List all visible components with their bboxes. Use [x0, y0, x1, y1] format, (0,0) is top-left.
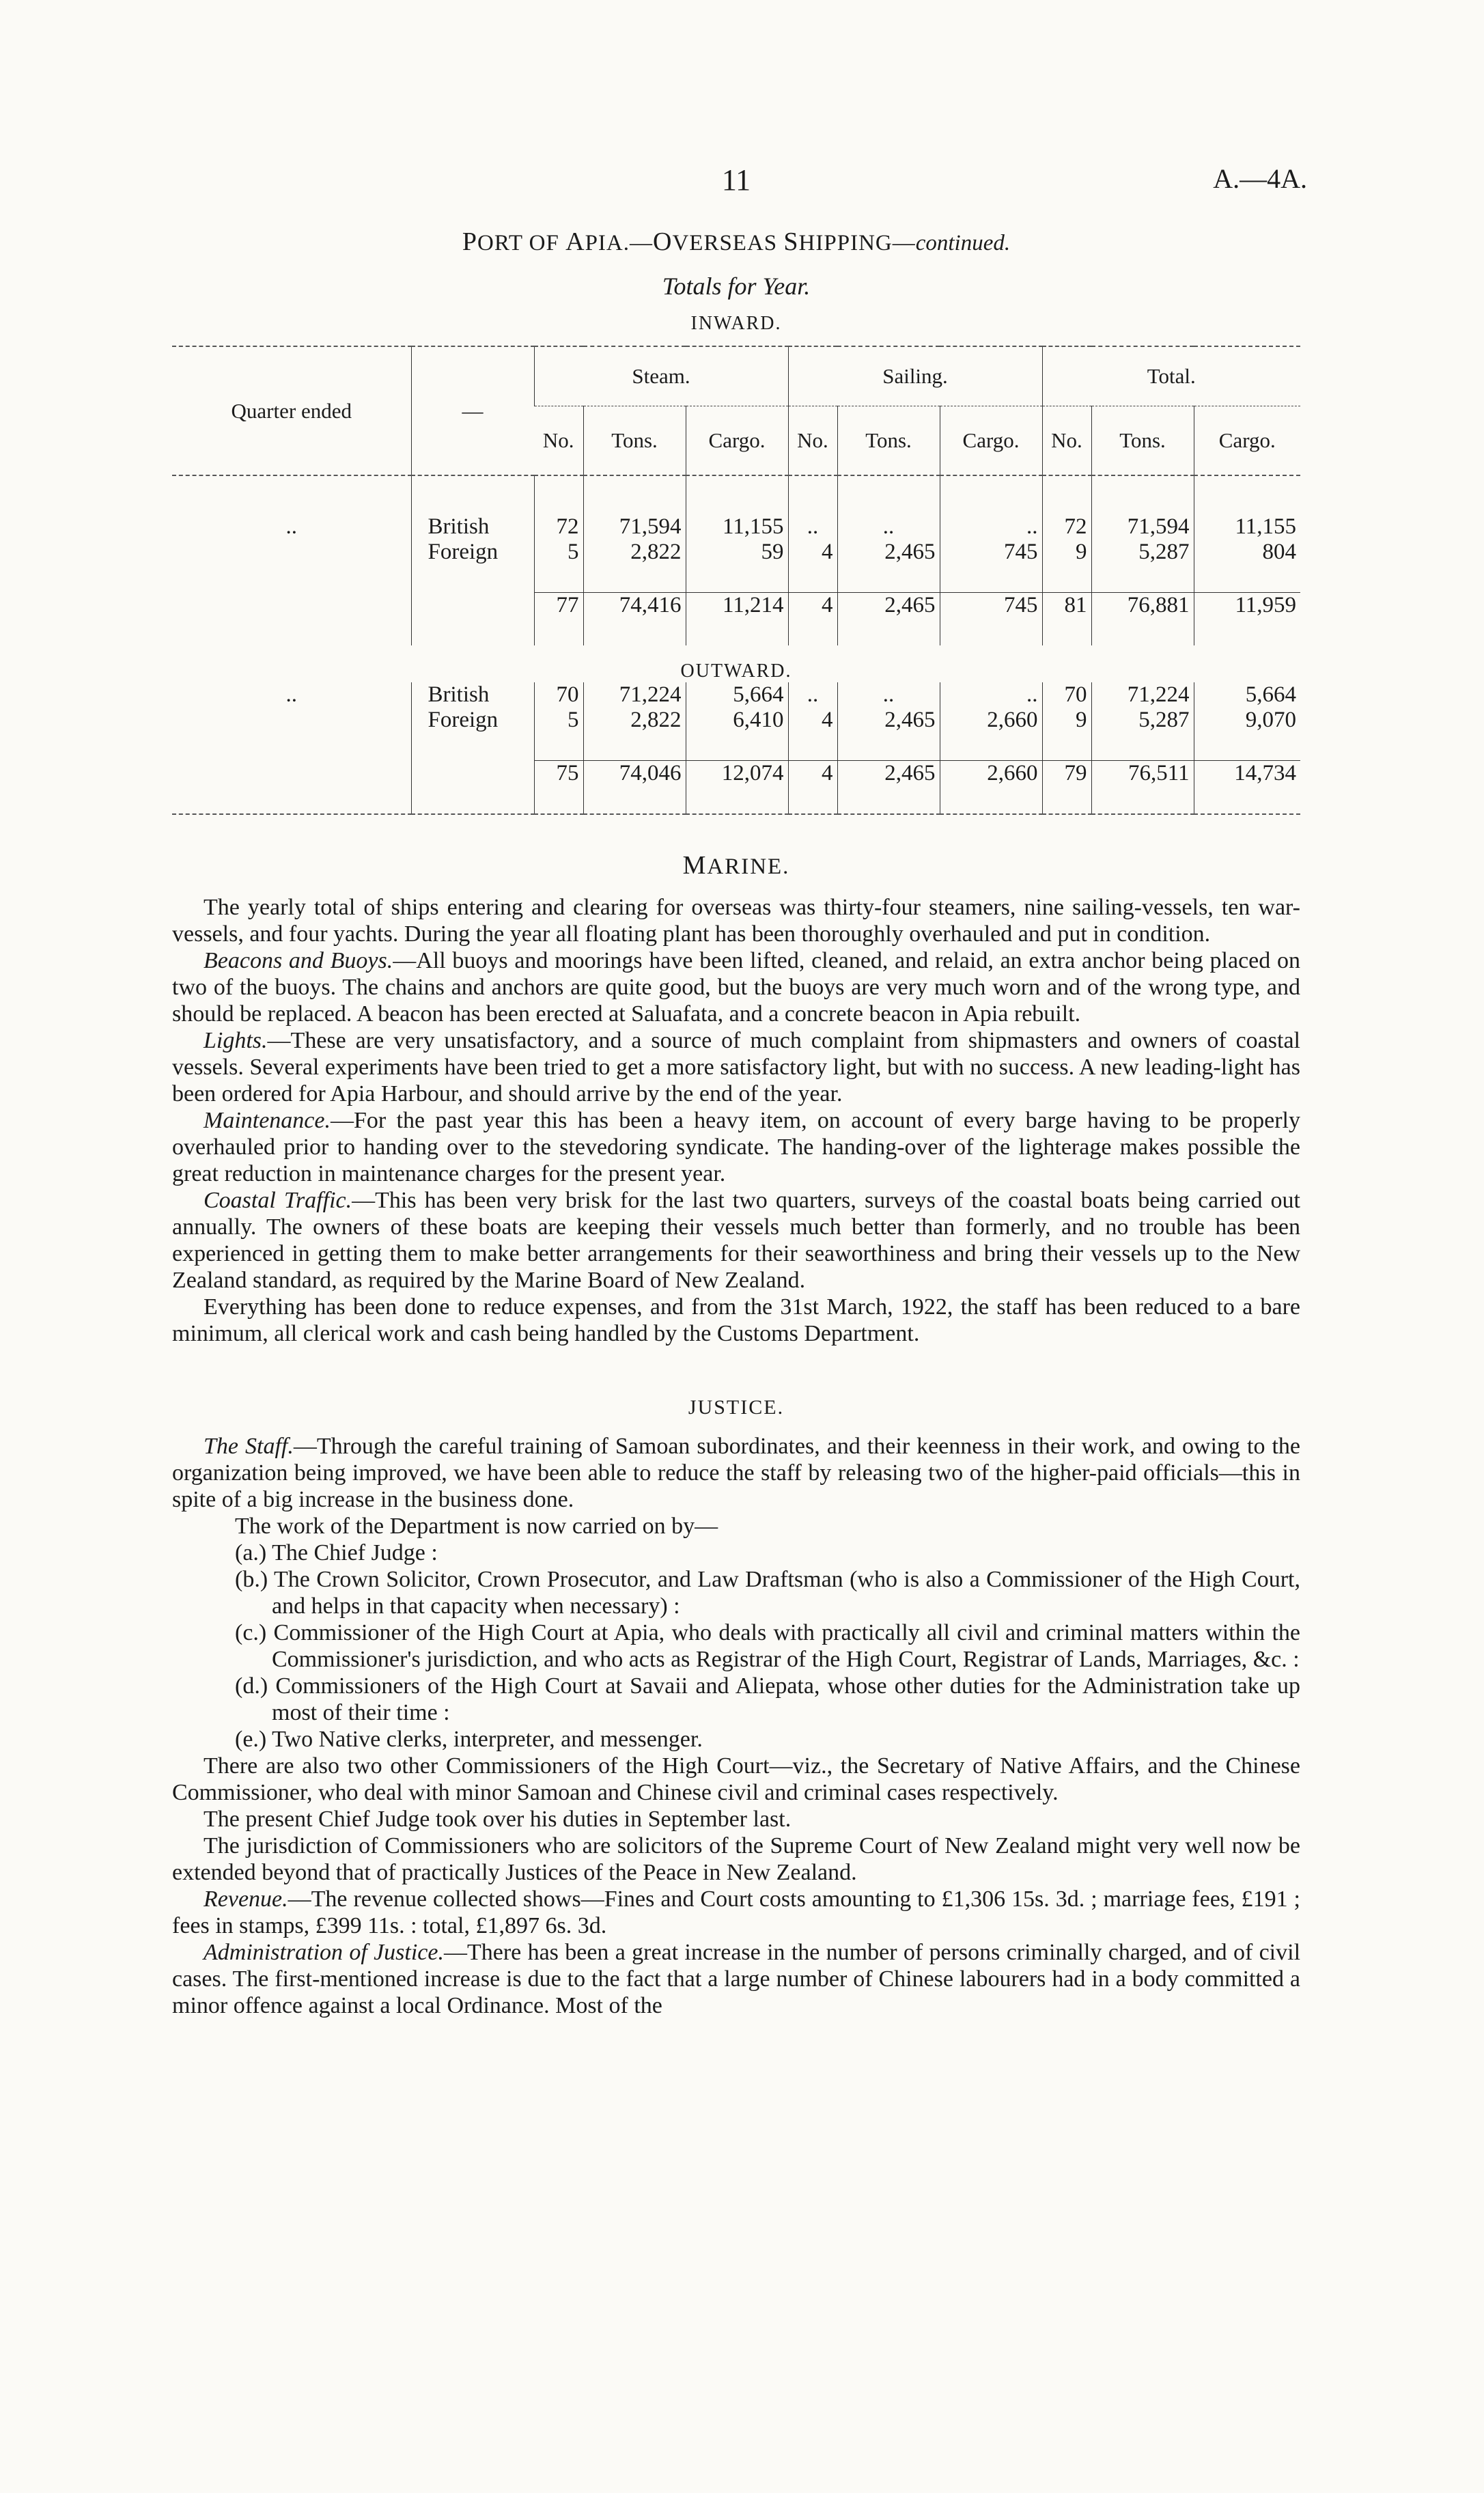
table-cell: 5,287: [1091, 708, 1194, 733]
title-apia-rest: PIA.—: [585, 231, 653, 255]
table-cell: 12,074: [686, 761, 788, 787]
table-cell: 4: [788, 540, 837, 565]
list-item-label: (a.): [235, 1540, 267, 1565]
marine-heading: [172, 850, 1300, 880]
table-cell: 71,224: [1091, 682, 1194, 708]
table-cell: 745: [940, 540, 1042, 565]
header-sailing-tons: Tons.: [837, 406, 940, 476]
title-continued: continued.: [915, 231, 1011, 255]
marine-heading-initial: M: [682, 851, 708, 880]
lights-title: Lights.: [204, 1028, 268, 1053]
table-cell: ..: [788, 682, 837, 708]
list-item-label: (d.): [235, 1673, 268, 1699]
staff-text: —Through the careful training of Samoan subordinates, and their keenness in their work, and owing to the organization being improved, we have been able to reduce the staff by releasing two of the higher-paid officials—this in spite of a big increase in the business done.: [172, 1434, 1301, 1512]
table-cell: 11,155: [1194, 514, 1300, 540]
header-total-no: No.: [1042, 406, 1091, 476]
coastal-title: Coastal Traffic.: [204, 1188, 352, 1213]
work-intro: The work of the Department is now carried on by—: [235, 1514, 718, 1539]
document-page: [172, 0, 1307, 2019]
table-cell: 4: [788, 708, 837, 733]
inward-quarter: ..: [285, 514, 297, 539]
table-cell: 9: [1042, 540, 1091, 565]
coastal-text: —This has been very brisk for the last two quarters, surveys of the coastal boats being carried out annually. The owners of these boats are keeping their vessels much better than formerly, and no trouble has been experienced in getting them to make better arrangements for their seaworthiness and bring their vessels up to the New Zealand standard, as required by the Marine Board of New Zealand.: [172, 1188, 1300, 1293]
table-cell: 9: [1042, 708, 1091, 733]
header-steam: Steam.: [534, 346, 788, 406]
table-cell: ..: [837, 514, 940, 540]
title-apia-initial: A: [565, 227, 585, 256]
expenses-paragraph: Everything has been done to reduce expenses, and from the 31st March, 1922, the staff has been reduced to a bare minimum, all clerical work and cash being handled by the Customs Department.: [172, 1294, 1300, 1346]
table-title: [172, 227, 1300, 257]
administration-text: —There has been a great increase in the number of persons criminally charged, and of civil cases. The first-mentioned increase is due to the fact that a large number of Chinese labourers had in a body committed a minor offence against a local Ordinance. Most of the: [172, 1940, 1301, 2018]
header-steam-cargo: Cargo.: [686, 406, 788, 476]
table-cell: 2,660: [940, 761, 1042, 787]
coastal-paragraph: [172, 1187, 1300, 1294]
beacons-title: Beacons and Buoys.: [204, 948, 393, 973]
table-cell: 5,287: [1091, 540, 1194, 565]
table-cell: 5,664: [1194, 682, 1300, 708]
header-total-cargo: Cargo.: [1194, 406, 1300, 476]
table-cell: 74,046: [583, 761, 686, 787]
table-cell: 2,822: [583, 540, 686, 565]
table-row: [172, 682, 1300, 708]
table-cell: 2,465: [837, 761, 940, 787]
table-cell: ..: [940, 514, 1042, 540]
inward-caption: INWARD.: [690, 313, 782, 334]
table-cell: 76,881: [1091, 593, 1194, 619]
table-cell: 5: [534, 708, 583, 733]
table-cell: 11,155: [686, 514, 788, 540]
table-cell: 6,410: [686, 708, 788, 733]
shipping-table: [172, 346, 1300, 815]
table-cell: 71,594: [1091, 514, 1194, 540]
inward-total-row: [172, 593, 1300, 619]
table-cell: 77: [534, 593, 583, 619]
table-row: [172, 514, 1300, 540]
table-cell: 5,664: [686, 682, 788, 708]
table-cell: ..: [837, 682, 940, 708]
outward-caption: OUTWARD.: [680, 660, 792, 682]
revenue-text: —The revenue collected shows—Fines and Court costs amounting to £1,306 15s. 3d. ; marriage fees, £191 ; fees in stamps, £399 11s. : total, £1,897 6s. 3d.: [172, 1886, 1300, 1938]
list-item: [172, 1566, 1300, 1619]
table-cell: 4: [788, 593, 837, 619]
table-cell: 745: [940, 593, 1042, 619]
page-number: 11: [721, 163, 751, 197]
list-item-label: (c.): [235, 1620, 267, 1645]
chief-judge-paragraph: The present Chief Judge took over his duties in September last.: [204, 1807, 792, 1832]
outward-total-row: [172, 761, 1300, 787]
table-row: [172, 708, 1300, 733]
table-cell: 72: [534, 514, 583, 540]
table-cell: 2,822: [583, 708, 686, 733]
lights-text: —These are very unsatisfactory, and a source of much complaint from shipmasters and owners of coastal vessels. Several experiments have been tried to get a more satisfactory light, but with no success. A new leading-light has been ordered for Apia Harbour, and should arrive by the end of the year.: [172, 1028, 1300, 1106]
header-sailing-no: No.: [788, 406, 837, 476]
table-cell: 14,734: [1194, 761, 1300, 787]
table-cell: 76,511: [1091, 761, 1194, 787]
list-item-label: (b.): [235, 1567, 268, 1592]
table-cell: ..: [788, 514, 837, 540]
table-cell: 59: [686, 540, 788, 565]
table-cell: 71,594: [583, 514, 686, 540]
inward-british-flag: British: [411, 514, 534, 540]
maintenance-text: —For the past year this has been a heavy item, on account of every barge having to be properly overhauled prior to handing over to the stevedoring syndicate. The handing-over of the lighterage makes possible the great reduction in maintenance charges for the present year.: [172, 1108, 1300, 1186]
header-steam-no: No.: [542, 428, 574, 452]
table-row: [172, 540, 1300, 565]
revenue-paragraph: [172, 1886, 1300, 1939]
administration-title: Administration of Justice.: [204, 1940, 444, 1965]
beacons-paragraph: [172, 947, 1300, 1027]
table-cell: 804: [1194, 540, 1300, 565]
maintenance-title: Maintenance.: [204, 1108, 331, 1133]
table-cell: 74,416: [583, 593, 686, 619]
staff-title: The Staff.: [204, 1434, 294, 1459]
page-header: [172, 0, 1307, 205]
table-cell: 70: [1042, 682, 1091, 708]
list-item-text: The Crown Solicitor, Crown Prosecutor, and Law Draftsman (who is also a Commissioner of the High Court, and helps in that capacity when necessary) :: [272, 1567, 1300, 1619]
header-quarter-ended: Quarter ended: [172, 346, 411, 475]
list-item-label: (e.): [235, 1727, 267, 1752]
marine-heading-rest: ARINE.: [707, 854, 790, 879]
title-shipping-initial: S: [783, 227, 799, 256]
header-total-tons: Tons.: [1091, 406, 1194, 476]
outward-foreign-flag: Foreign: [411, 708, 534, 733]
header-dash: —: [411, 346, 534, 475]
header-steam-tons: Tons.: [583, 406, 686, 476]
table-cell: 75: [534, 761, 583, 787]
table-cell: 11,214: [686, 593, 788, 619]
table-cell: 2,465: [837, 708, 940, 733]
inward-foreign-flag: Foreign: [411, 540, 534, 565]
list-item: [172, 1726, 1300, 1753]
header-sailing: Sailing.: [788, 346, 1042, 406]
other-commissioners-paragraph: There are also two other Commissioners of the High Court—viz., the Secretary of Native Affairs, and the Chinese Commissioner, who deal with minor Samoan and Chinese civil and criminal cases respectively.: [172, 1753, 1300, 1805]
staff-paragraph: [172, 1433, 1300, 1513]
lights-paragraph: [172, 1027, 1300, 1107]
header-total: Total.: [1042, 346, 1300, 406]
list-item-text: Commissioner of the High Court at Apia, who deals with practically all civil and criminal matters within the Commissioner's jurisdiction, and who acts as Registrar of the High Court, Registrar of Lands, Marriages, &c. :: [272, 1620, 1300, 1672]
table-cell: 5: [534, 540, 583, 565]
justice-heading: JUSTICE.: [688, 1396, 785, 1419]
table-cell: 11,959: [1194, 593, 1300, 619]
table-cell: 2,465: [837, 540, 940, 565]
table-cell: 9,070: [1194, 708, 1300, 733]
table-cell: 70: [534, 682, 583, 708]
list-item: [172, 1673, 1300, 1726]
title-shipping-rest: HIPPING—: [798, 231, 916, 255]
maintenance-paragraph: [172, 1107, 1300, 1187]
revenue-title: Revenue.: [204, 1886, 288, 1912]
title-port-initial: P: [462, 227, 477, 256]
table-cell: 79: [1042, 761, 1091, 787]
jurisdiction-paragraph: The jurisdiction of Commissioners who are solicitors of the Supreme Court of New Zealand might very well now be extended beyond that of practically Justices of the Peace in New Zealand.: [172, 1833, 1300, 1885]
list-item-text: Commissioners of the High Court at Savaii and Aliepata, whose other duties for the Administration take up most of their time :: [272, 1673, 1301, 1725]
title-overseas-rest: VERSEAS: [672, 231, 784, 255]
list-item-text: Two Native clerks, interpreter, and messenger.: [272, 1727, 703, 1752]
list-item: [172, 1540, 1300, 1566]
table-cell: 72: [1042, 514, 1091, 540]
title-port-rest: ORT OF: [477, 231, 566, 255]
table-cell: 2,660: [940, 708, 1042, 733]
table-cell: 81: [1042, 593, 1091, 619]
list-item-text: The Chief Judge :: [272, 1540, 438, 1565]
administration-paragraph: [172, 1939, 1300, 2019]
table-cell: 2,465: [837, 593, 940, 619]
table-cell: 71,224: [583, 682, 686, 708]
header-sailing-cargo: Cargo.: [940, 406, 1042, 476]
document-reference: A.—4A.: [1213, 163, 1307, 194]
table-subtitle: Totals for Year.: [662, 273, 811, 300]
staff-list: [172, 1540, 1300, 1753]
table-cell: 4: [788, 761, 837, 787]
outward-british-flag: British: [411, 682, 534, 708]
marine-intro-paragraph: The yearly total of ships entering and clearing for overseas was thirty-four steamers, nine sailing-vessels, ten war-vessels, and four yachts. During the year all floating plant has been thoroughly overhauled and put in condition.: [172, 895, 1300, 947]
beacons-text: —All buoys and moorings have been lifted, cleaned, and relaid, an extra anchor being placed on two of the buoys. The chains and anchors are quite good, but the buoys are very much worn and of the wrong type, and should be replaced. A beacon has been erected at Saluafata, and a concrete beacon in Apia rebuilt.: [172, 948, 1300, 1027]
outward-quarter: ..: [285, 682, 297, 707]
table-cell: ..: [940, 682, 1042, 708]
title-overseas-initial: O: [653, 227, 673, 256]
list-item: [172, 1619, 1300, 1673]
